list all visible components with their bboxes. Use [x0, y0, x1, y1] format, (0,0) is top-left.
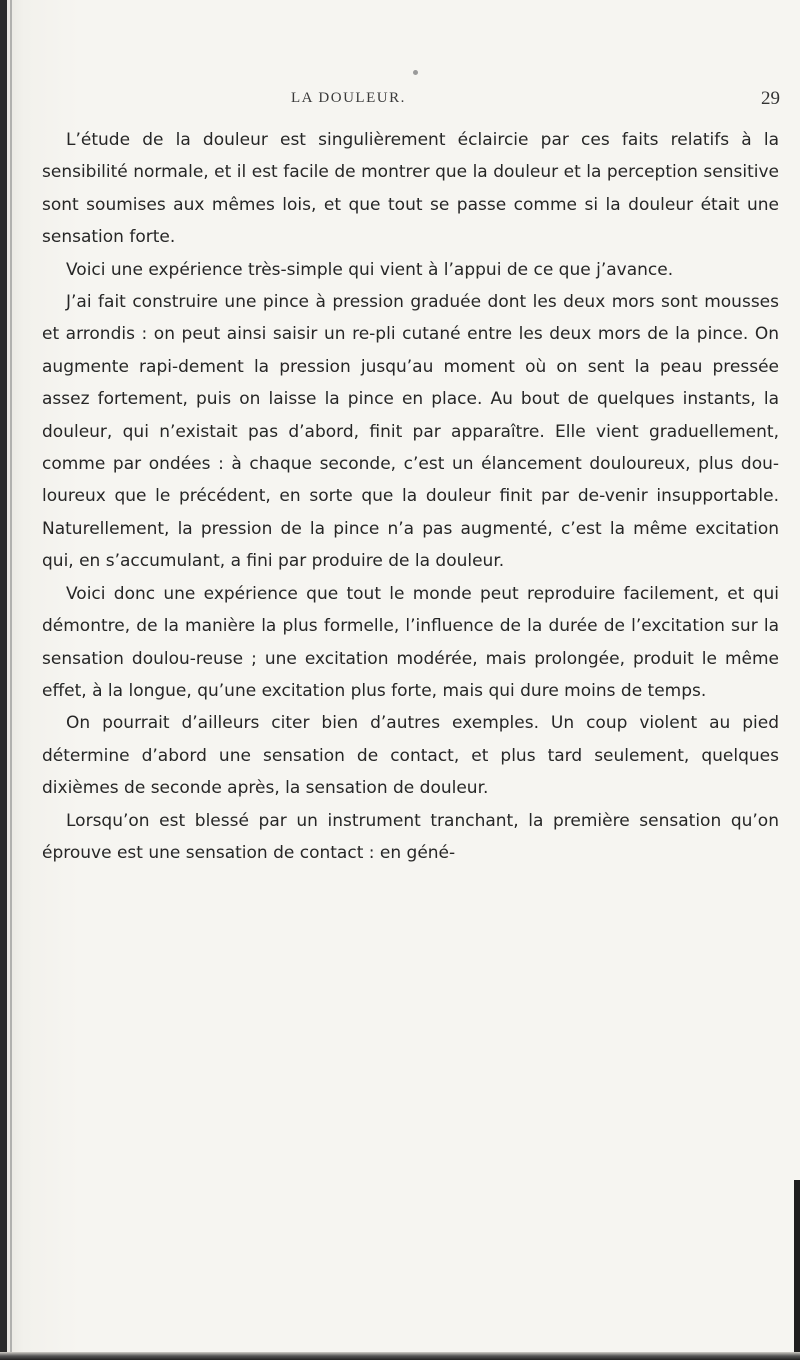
page-right-edge	[794, 1180, 800, 1360]
paragraph: J’ai fait construire une pince à pression graduée dont les deux mors sont mousses et arrondis : on peut ainsi saisir un re-pli cutané entre les deux mors de la pince. On augmente rapi-dement la pression jusqu’au moment où on sent la peau pressée assez fortement, puis on laisse la pince en place. Au bout de quelques instants, la douleur, qui n’existait pas d’abord, finit par apparaître. Elle vient graduellement, comme par ondées : à chaque seconde, c’est un élancement douloureux, plus dou-loureux que le précédent, en sorte que la douleur finit par de-venir insupportable. Naturellement, la pression de la pince n’a pas augmenté, c’est la même excitation qui, en s’accumulant, a fini par produire de la douleur.	[42, 292, 779, 572]
page-number: 29	[761, 88, 780, 109]
paragraph: Voici donc une expérience que tout le monde peut reproduire facilement, et qui démontre, de la manière la plus formelle, l’influence de la durée de l’excitation sur la sensation doulou-reuse ; une excitation modérée, mais prolongée, produit le même effet, à la longue, qu’une excitation plus forte, mais qui dure moins de temps.	[42, 583, 779, 701]
ink-dot	[413, 70, 418, 75]
body-text	[42, 124, 779, 869]
paragraph: L’étude de la douleur est singulièrement éclaircie par ces faits relatifs à la sensibilité normale, et il est facile de montrer que la douleur et la perception sensitive sont soumises aux mêmes lois, et que tout se passe comme si la douleur était une sensation forte.	[42, 130, 779, 248]
paragraph: On pourrait d’ailleurs citer bien d’autres exemples. Un coup violent au pied détermine d’abord une sensation de contact, et plus tard seulement, quelques dixièmes de seconde après, la sensation de douleur.	[42, 713, 779, 799]
paragraph: Voici une expérience très-simple qui vient à l’appui de ce que j’avance.	[66, 259, 674, 280]
running-head	[40, 90, 780, 114]
page-bottom-edge	[0, 1352, 800, 1360]
running-title: LA DOULEUR.	[291, 90, 406, 106]
paragraph: Lorsqu’on est blessé par un instrument tranchant, la première sensation qu’on éprouve est une sensation de contact : en géné-	[42, 810, 779, 863]
page-binding-shadow	[10, 0, 12, 1360]
page-binding-edge	[0, 0, 7, 1360]
